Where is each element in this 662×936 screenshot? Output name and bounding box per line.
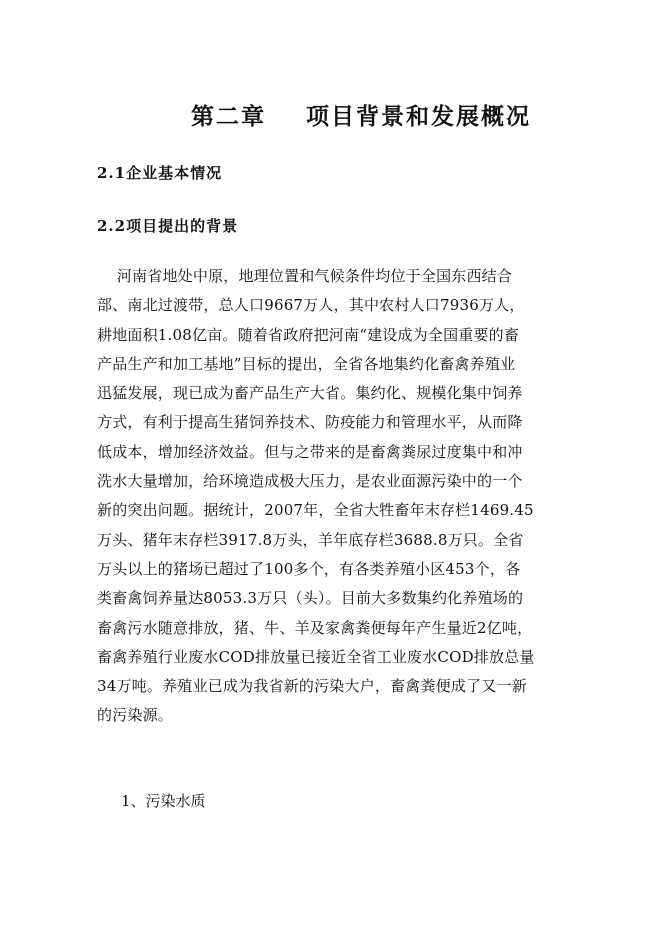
paragraph-line: 新的突出问题。据统计，2007年，全省大牲畜年末存栏1469.45 (97, 501, 534, 520)
chapter-title: 第二章 项目背景和发展概况 (190, 103, 532, 130)
paragraph-line: 河南省地处中原，地理位置和气候条件均位于全国东西结合 (97, 267, 513, 285)
sub-item-water-pollution: 1、污染水质 (121, 792, 206, 810)
paragraph-line: 部、南北过渡带，总人口9667万人，其中农村人口7936万人， (97, 296, 525, 315)
paragraph-line: 34万吨。养殖业已成为我省新的污染大户，畜禽粪便成了又一新 (97, 677, 527, 696)
paragraph-line: 畜禽污水随意排放，猪、牛、羊及家禽粪便每年产生量近2亿吨， (97, 618, 533, 637)
paragraph-line: 低成本，增加经济效益。但与之带来的是畜禽粪尿过度集中和冲 (97, 442, 523, 461)
paragraph-line: 万头以上的猪场已超过了100多个，有各类养殖小区453个，各 (97, 559, 521, 578)
background-paragraph (97, 262, 577, 731)
paragraph-line: 方式，有利于提高生猪饲养技术、防疫能力和管理水平，从而降 (97, 413, 523, 432)
section-heading-2-2: 2.2项目提出的背景 (97, 217, 239, 235)
paragraph-line: 迅猛发展，现已成为畜产品生产大省。集约化、规模化集中饲养 (97, 384, 523, 403)
paragraph-line: 产品生产和加工基地”目标的提出，全省各地集约化畜禽养殖业 (97, 354, 516, 373)
paragraph-line: 畜禽养殖行业废水COD排放量已接近全省工业废水COD排放总量 (97, 647, 535, 666)
paragraph-line: 耕地面积1.08亿亩。随着省政府把河南“建设成为全国重要的畜 (97, 325, 520, 344)
paragraph-line: 类畜禽饲养量达8053.3万只（头）。目前大多数集约化养殖场的 (97, 589, 524, 608)
paragraph-line: 的污染源。 (97, 706, 174, 725)
paragraph-line: 万头、猪年末存栏3917.8万头，羊年底存栏3688.8万只。全省 (97, 530, 524, 549)
paragraph-line: 洗水大量增加，给环境造成极大压力，是农业面源污染中的一个 (97, 472, 523, 491)
section-heading-2-1: 2.1企业基本情况 (97, 164, 223, 182)
